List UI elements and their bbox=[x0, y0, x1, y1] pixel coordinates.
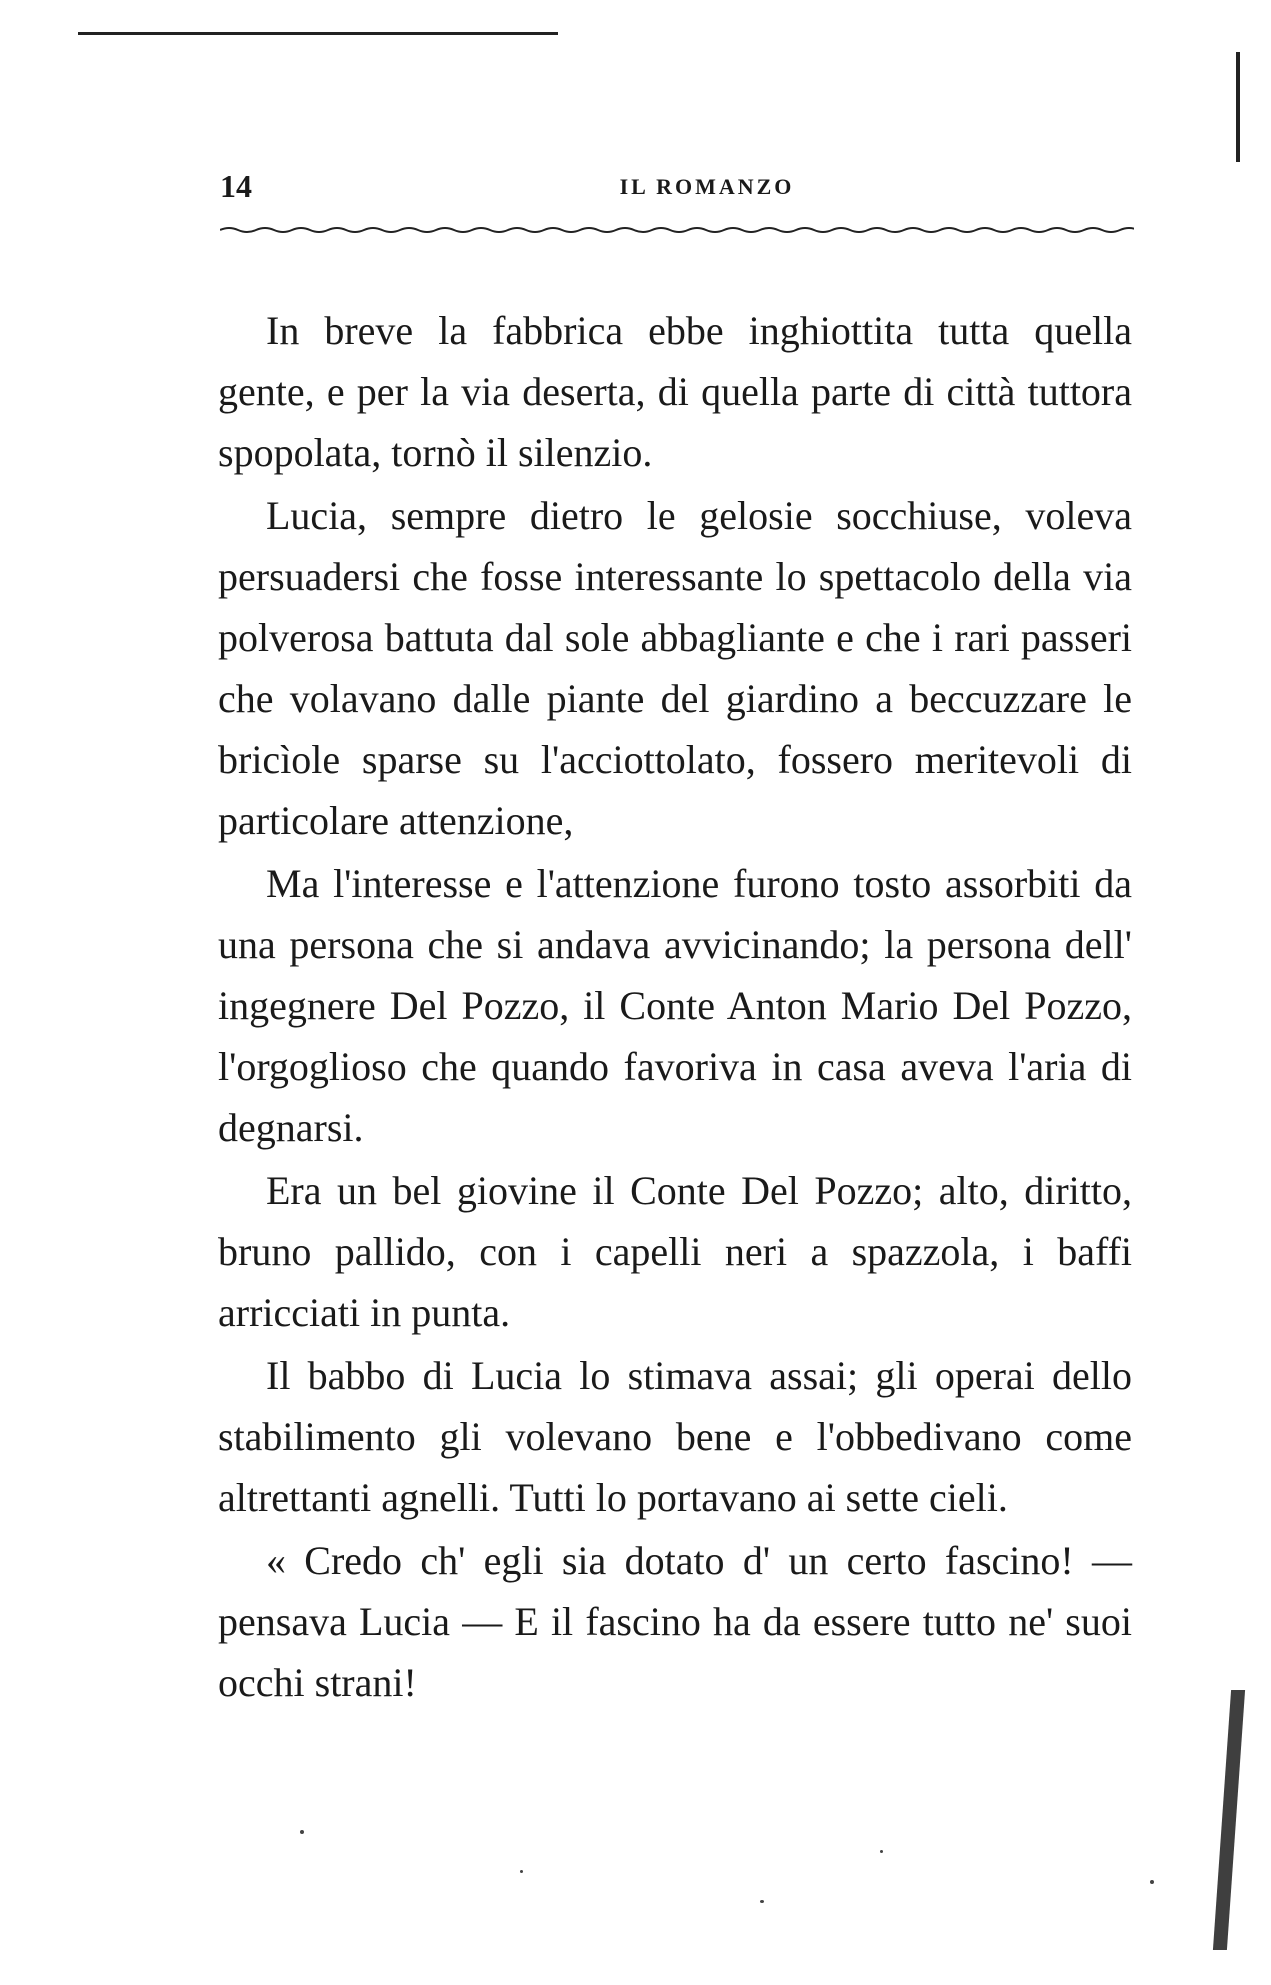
wavy-ornament-rule bbox=[220, 222, 1134, 238]
scan-edge-mark bbox=[1213, 1690, 1245, 1950]
top-rule bbox=[78, 32, 558, 35]
paragraph: Il babbo di Lucia lo stimava assai; gli operai dello stabilimento gli volevano bene e l'obbedivano come altrettanti agnelli. Tutti lo portavano ai sette cieli. bbox=[218, 1353, 1132, 1520]
page-header bbox=[220, 168, 1134, 216]
page-number: 14 bbox=[220, 168, 252, 204]
scan-speck bbox=[880, 1850, 883, 1853]
scan-speck bbox=[520, 1870, 523, 1873]
running-head: IL ROMANZO bbox=[619, 174, 795, 199]
scan-edge-mark bbox=[1236, 52, 1240, 162]
scan-speck bbox=[1150, 1880, 1154, 1884]
paragraph: Era un bel giovine il Conte Del Pozzo; alto, diritto, bruno pallido, con i capelli neri a spazzola, i baffi arricciati in punta. bbox=[218, 1168, 1132, 1335]
scan-speck bbox=[760, 1900, 764, 1903]
paragraph: « Credo ch' egli sia dotato d' un certo fascino! — pensava Lucia — E il fascino ha da essere tutto ne' suoi occhi strani! bbox=[218, 1538, 1132, 1705]
body-text bbox=[218, 300, 1132, 1713]
paragraph: Ma l'interesse e l'attenzione furono tosto assorbiti da una persona che si andava avvicinando; la persona dell' ingegnere Del Pozzo, il Conte Anton Mario Del Pozzo, l'orgoglioso che quando favoriva in casa aveva l'aria di degnarsi. bbox=[218, 861, 1132, 1150]
paragraph: In breve la fabbrica ebbe inghiottita tutta quella gente, e per la via deserta, di quella parte di città tuttora spopolata, tornò il silenzio. bbox=[218, 308, 1132, 475]
scan-speck bbox=[300, 1830, 304, 1834]
paragraph: Lucia, sempre dietro le gelosie socchiuse, voleva persuadersi che fosse interessante lo spettacolo della via polverosa battuta dal sole abbagliante e che i rari passeri che volavano dalle piante del giardino a beccuzzare le bricìole sparse su l'acciottolato, fossero meritevoli di particolare attenzione, bbox=[218, 493, 1132, 843]
